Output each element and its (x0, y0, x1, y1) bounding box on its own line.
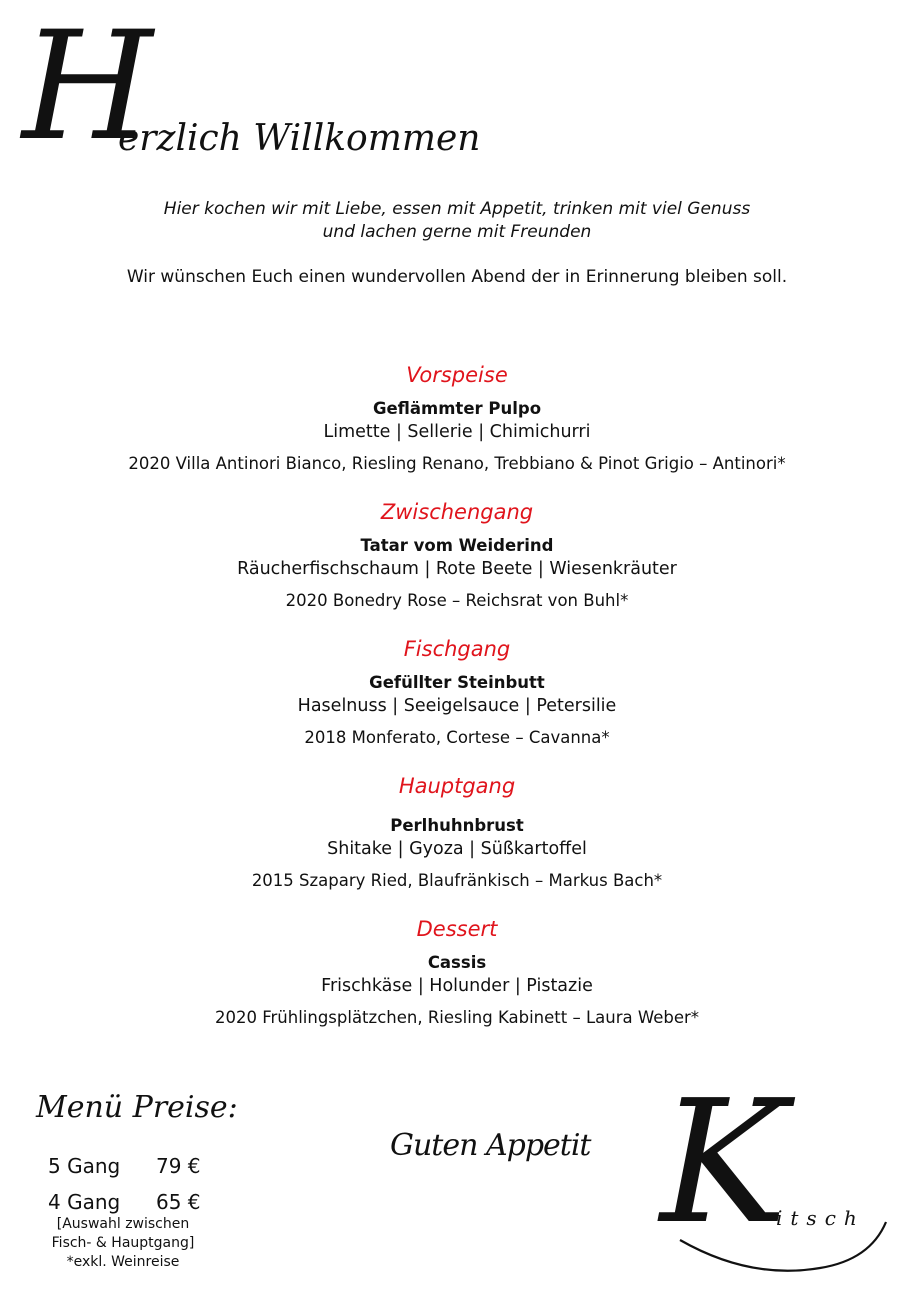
header-initial: H (22, 0, 149, 174)
dish-name: Perlhuhnbrust (390, 816, 524, 835)
dish-name: Geflämmter Pulpo (372, 399, 542, 418)
price-label: 5 Gang (48, 1154, 121, 1178)
header-title: erzlich Willkommen (118, 118, 481, 159)
dish-name: Cassis (427, 953, 487, 972)
logo-initial: K (660, 1064, 788, 1262)
wine-pairing: 2020 Bonedry Rose – Reichsrat von Buhl* (285, 591, 629, 610)
dish-name: Tatar vom Weiderind (360, 536, 554, 555)
course-title-vorspeise: Vorspeise (406, 363, 508, 387)
dish-description: Haselnuss | Seeigelsauce | Petersilie (297, 696, 617, 716)
dish-description: Räucherfischschaum | Rote Beete | Wiesenkräuter (237, 559, 677, 579)
intro-line-1: Hier kochen wir mit Liebe, essen mit Appetit, trinken mit viel Genuss (163, 199, 751, 219)
dish-description: Frischkäse | Holunder | Pistazie (321, 976, 593, 996)
closing-text: Guten Appetit (390, 1128, 591, 1163)
price-row-4-gang (48, 1190, 208, 1214)
price-note-line-3: *exkl. Weinreise (66, 1254, 180, 1270)
wine-pairing: 2018 Monferato, Cortese – Cavanna* (304, 728, 610, 747)
intro-line-2: und lachen gerne mit Freunden (322, 222, 592, 242)
wine-pairing: 2020 Villa Antinori Bianco, Riesling Renano, Trebbiano & Pinot Grigio – Antinori* (128, 454, 786, 473)
course-title-zwischengang: Zwischengang (380, 500, 534, 524)
dish-description: Shitake | Gyoza | Süßkartoffel (327, 839, 587, 859)
prices-title: Menü Preise: (36, 1090, 238, 1125)
logo-swash (660, 1180, 900, 1280)
price-label: 4 Gang (48, 1190, 121, 1214)
dish-description: Limette | Sellerie | Chimichurri (323, 422, 591, 442)
course-title-fischgang: Fischgang (403, 637, 511, 661)
price-value: 79 € (156, 1154, 201, 1178)
price-row-5-gang (48, 1154, 208, 1178)
wine-pairing: 2020 Frühlingsplätzchen, Riesling Kabinett – Laura Weber* (214, 1008, 700, 1027)
price-note-line-1: [Auswahl zwischen (56, 1216, 190, 1232)
wine-pairing: 2015 Szapary Ried, Blaufränkisch – Markus Bach* (251, 871, 663, 890)
intro-wish: Wir wünschen Euch einen wundervollen Abend der in Erinnerung bleiben soll. (126, 267, 788, 287)
course-title-dessert: Dessert (416, 917, 498, 941)
price-note-line-2: Fisch- & Hauptgang] (51, 1235, 195, 1251)
price-value: 65 € (156, 1190, 201, 1214)
logo-text: itsch (776, 1206, 865, 1230)
dish-name: Gefüllter Steinbutt (369, 673, 545, 692)
course-title-hauptgang: Hauptgang (398, 774, 516, 798)
